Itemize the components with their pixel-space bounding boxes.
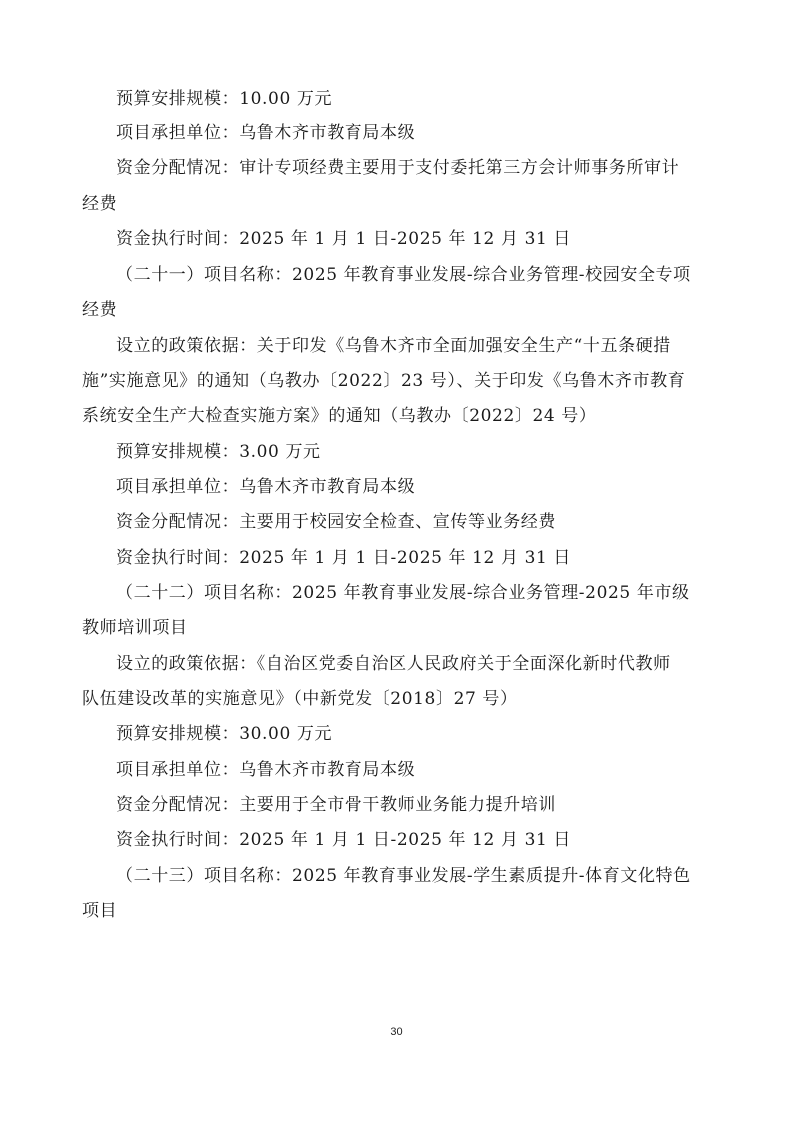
policy-basis-line: 设立的政策依据：关于印发《乌鲁木齐市全面加强安全生产“十五条硬措 — [116, 336, 671, 356]
budget-scale-line: 预算安排规模：10.00 万元 — [116, 89, 333, 109]
undertaking-unit-line: 项目承担单位：乌鲁木齐市教育局本级 — [116, 477, 416, 497]
undertaking-unit-line: 项目承担单位：乌鲁木齐市教育局本级 — [116, 123, 416, 143]
budget-scale-line: 预算安排规模：3.00 万元 — [116, 442, 321, 462]
execution-time-line: 资金执行时间：2025 年 1 月 1 日-2025 年 12 月 31 日 — [116, 548, 572, 568]
policy-basis-line: 设立的政策依据：《自治区党委自治区人民政府关于全面深化新时代教师 — [116, 654, 671, 674]
undertaking-unit-line: 项目承担单位：乌鲁木齐市教育局本级 — [116, 760, 416, 780]
policy-basis-line-cont: 队伍建设改革的实施意见》（中新党发〔2018〕27 号） — [82, 689, 518, 709]
project-23-title-line: （二十三）项目名称：2025 年教育事业发展-学生素质提升-体育文化特色 — [116, 866, 691, 886]
project-22-title-line-cont: 教师培训项目 — [82, 618, 188, 638]
fund-allocation-line: 资金分配情况：主要用于全市骨干教师业务能力提升培训 — [116, 795, 556, 815]
page-number: 30 — [390, 1026, 403, 1038]
fund-allocation-line: 资金分配情况：审计专项经费主要用于支付委托第三方会计师事务所审计 — [116, 158, 680, 178]
fund-allocation-line: 资金分配情况：主要用于校园安全检查、宣传等业务经费 — [116, 512, 556, 532]
execution-time-line: 资金执行时间：2025 年 1 月 1 日-2025 年 12 月 31 日 — [116, 830, 572, 850]
project-21-title-line-cont: 经费 — [82, 300, 118, 320]
fund-allocation-line-cont: 经费 — [82, 194, 118, 214]
policy-basis-line-cont2: 系统安全生产大检查实施方案》的通知（乌教办〔2022〕24 号） — [82, 406, 597, 426]
budget-scale-line: 预算安排规模：30.00 万元 — [116, 724, 333, 744]
execution-time-line: 资金执行时间：2025 年 1 月 1 日-2025 年 12 月 31 日 — [116, 229, 572, 249]
policy-basis-line-cont: 施”实施意见》的通知（乌教办〔2022〕23 号）、关于印发《乌鲁木齐市教育 — [82, 371, 686, 391]
project-22-title-line: （二十二）项目名称：2025 年教育事业发展-综合业务管理-2025 年市级 — [116, 583, 690, 603]
project-21-title-line: （二十一）项目名称：2025 年教育事业发展-综合业务管理-校园安全专项 — [116, 265, 691, 285]
project-23-title-line-cont: 项目 — [82, 901, 118, 921]
